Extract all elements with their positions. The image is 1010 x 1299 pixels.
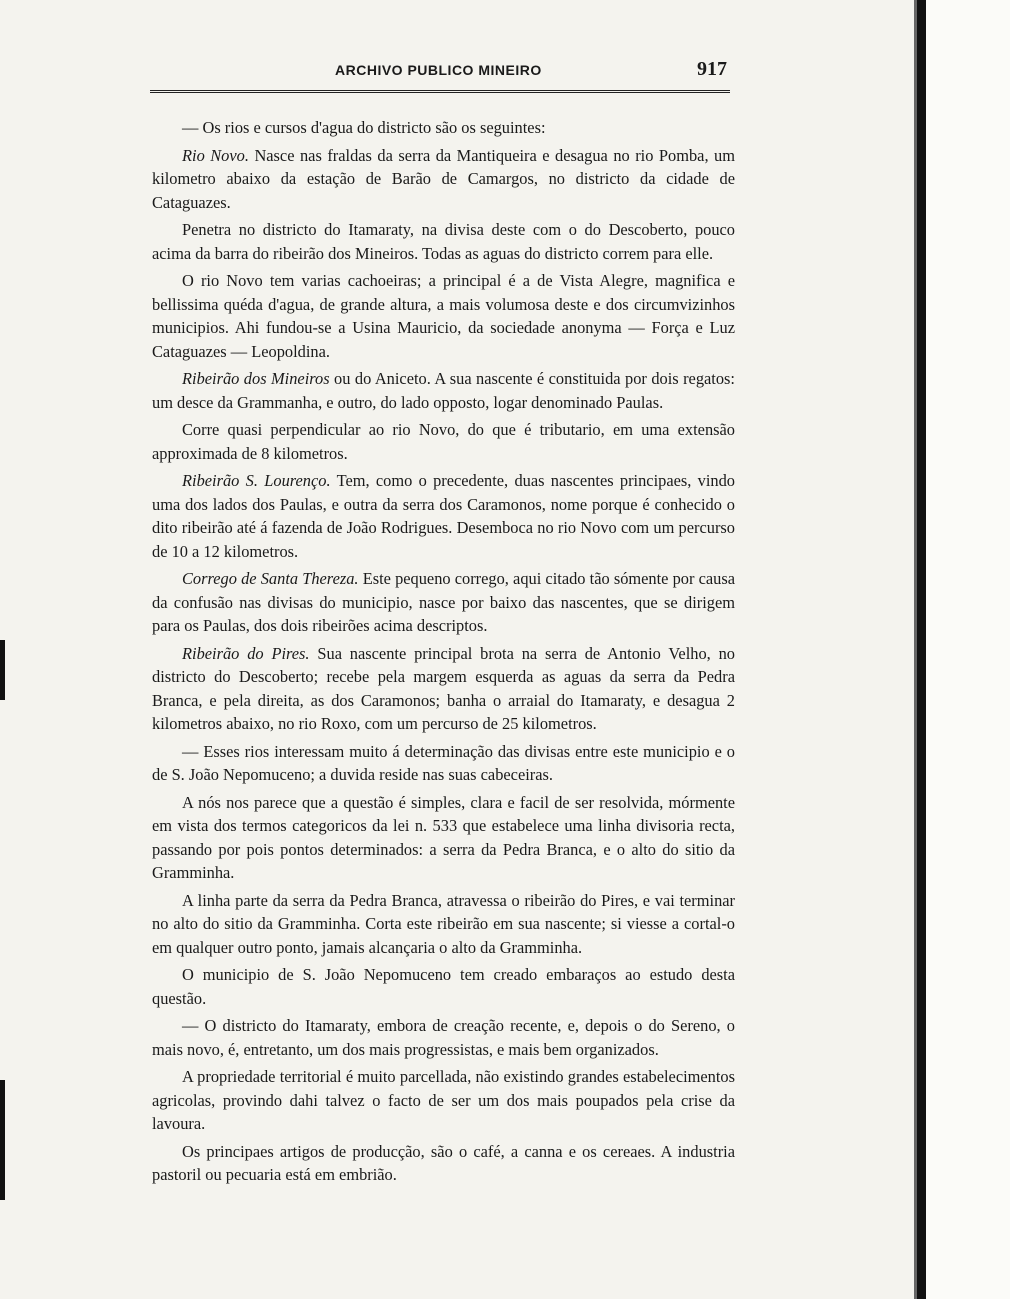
paragraph: A linha parte da serra da Pedra Branca, atravessa o ribeirão do Pires, e vai terminar no alto do sitio da Gramminha. Corta este ribeirão em sua nascente; si viesse a cortal-o em qualquer outro ponto, jamais alcançaria o alto da Gramminha. [152, 890, 735, 957]
paragraph: — O districto do Itamaraty, embora de creação recente, e, depois o do Sereno, o mais novo, é, entretanto, um dos mais progressistas, e mais bem organizados. [152, 1016, 735, 1059]
paragraph: Corrego de Santa Thereza. Este pequeno corrego, aqui citado tão sómente por causa da confusão nas divisas do municipio, nasce por baixo das nascentes, que se dirigem para os Paulas, dos dois ribeirões acima descriptos. [152, 569, 736, 635]
body-text [152, 116, 735, 1191]
paragraph: A propriedade territorial é muito parcellada, não existindo grandes estabelecimentos agricolas, provindo dahi talvez o facto de ser um dos mais poupados pela crise da lavoura. [152, 1067, 735, 1133]
paragraph-lead: Ribeirão S. Lourenço. [182, 471, 331, 490]
page-header [150, 58, 735, 86]
paragraph: — Esses rios interessam muito á determinação das divisas entre este municipio e o de S. João Nepomuceno; a duvida reside nas suas cabeceiras. [152, 741, 735, 784]
paragraph-lead: Rio Novo. [182, 145, 249, 165]
header-rule [150, 90, 730, 93]
paragraph: — Os rios e cursos d'agua do districto são os seguintes: [182, 118, 546, 137]
paragraph-lead: Ribeirão dos Mineiros [182, 369, 330, 388]
paragraph: Ribeirão do Pires. Sua nascente principal brota na serra de Antonio Velho, no districto do Descoberto; recebe pela margem esquerda as aguas da serra da Pedra Branca, e pela direita, as dos Caramonos; banha o arraial do Itamaraty, e desagua 2 kilometros abaixo, no rio Roxo, com um percurso de 25 kilometros. [152, 643, 735, 733]
paragraph: Ribeirão S. Lourenço. Tem, como o precedente, duas nascentes principaes, vindo uma dos lados dos Paulas, e outra da serra dos Caramonos, nome porque é conhecido o dito ribeirão até á fazenda de João Rodrigues. Desemboca no rio Novo com um percurso de 10 a 12 kilometros. [152, 471, 735, 561]
running-title: ARCHIVO PUBLICO MINEIRO [335, 62, 542, 78]
paragraph: Rio Novo. Nasce nas fraldas da serra da Mantiqueira e desagua no rio Pomba, um kilometro abaixo da estação de Barão de Camargos, no districto da cidade de Cataguazes. [152, 145, 735, 212]
scan-margin [926, 0, 1010, 1299]
paragraph: O municipio de S. João Nepomuceno tem creado embaraços ao estudo desta questão. [152, 965, 735, 1008]
paragraph-lead: Ribeirão do Pires. [182, 643, 310, 663]
scan-edge [917, 0, 926, 1299]
paragraph: Ribeirão dos Mineiros ou do Aniceto. A sua nascente é constituida por dois regatos: um desce da Grammanha, e outro, do lado opposto, logar denominado Paulas. [152, 369, 735, 412]
scan-left-mark [0, 1080, 5, 1200]
paragraph: Penetra no districto do Itamaraty, na divisa deste com o do Descoberto, pouco acima da barra do ribeirão dos Mineiros. Todas as aguas do districto correm para elle. [152, 220, 735, 263]
paragraph: Corre quasi perpendicular ao rio Novo, do que é tributario, em uma extensão approximada de 8 kilometros. [152, 420, 735, 463]
paragraph: Os principaes artigos de producção, são o café, a canna e os cereaes. A industria pastoril ou pecuaria está em embrião. [152, 1141, 735, 1184]
page-number: 917 [697, 58, 727, 80]
paragraph-lead: Corrego de Santa Thereza. [182, 569, 359, 588]
scan-left-mark [0, 640, 5, 700]
paragraph: O rio Novo tem varias cachoeiras; a principal é a de Vista Alegre, magnifica e bellissima quéda d'agua, de grande altura, a mais volumosa deste e dos circumvizinhos municipios. Ahi fundou-se a Usina Mauricio, da sociedade anonyma — Força e Luz Cataguazes — Leopoldina. [152, 271, 735, 361]
paragraph: A nós nos parece que a questão é simples, clara e facil de ser resolvida, mórmente em vista dos termos categoricos da lei n. 533 que estabelece uma linha divisoria recta, passando por pois pontos determinados: a serra da Pedra Branca, e o alto do sitio da Gramminha. [152, 792, 735, 882]
